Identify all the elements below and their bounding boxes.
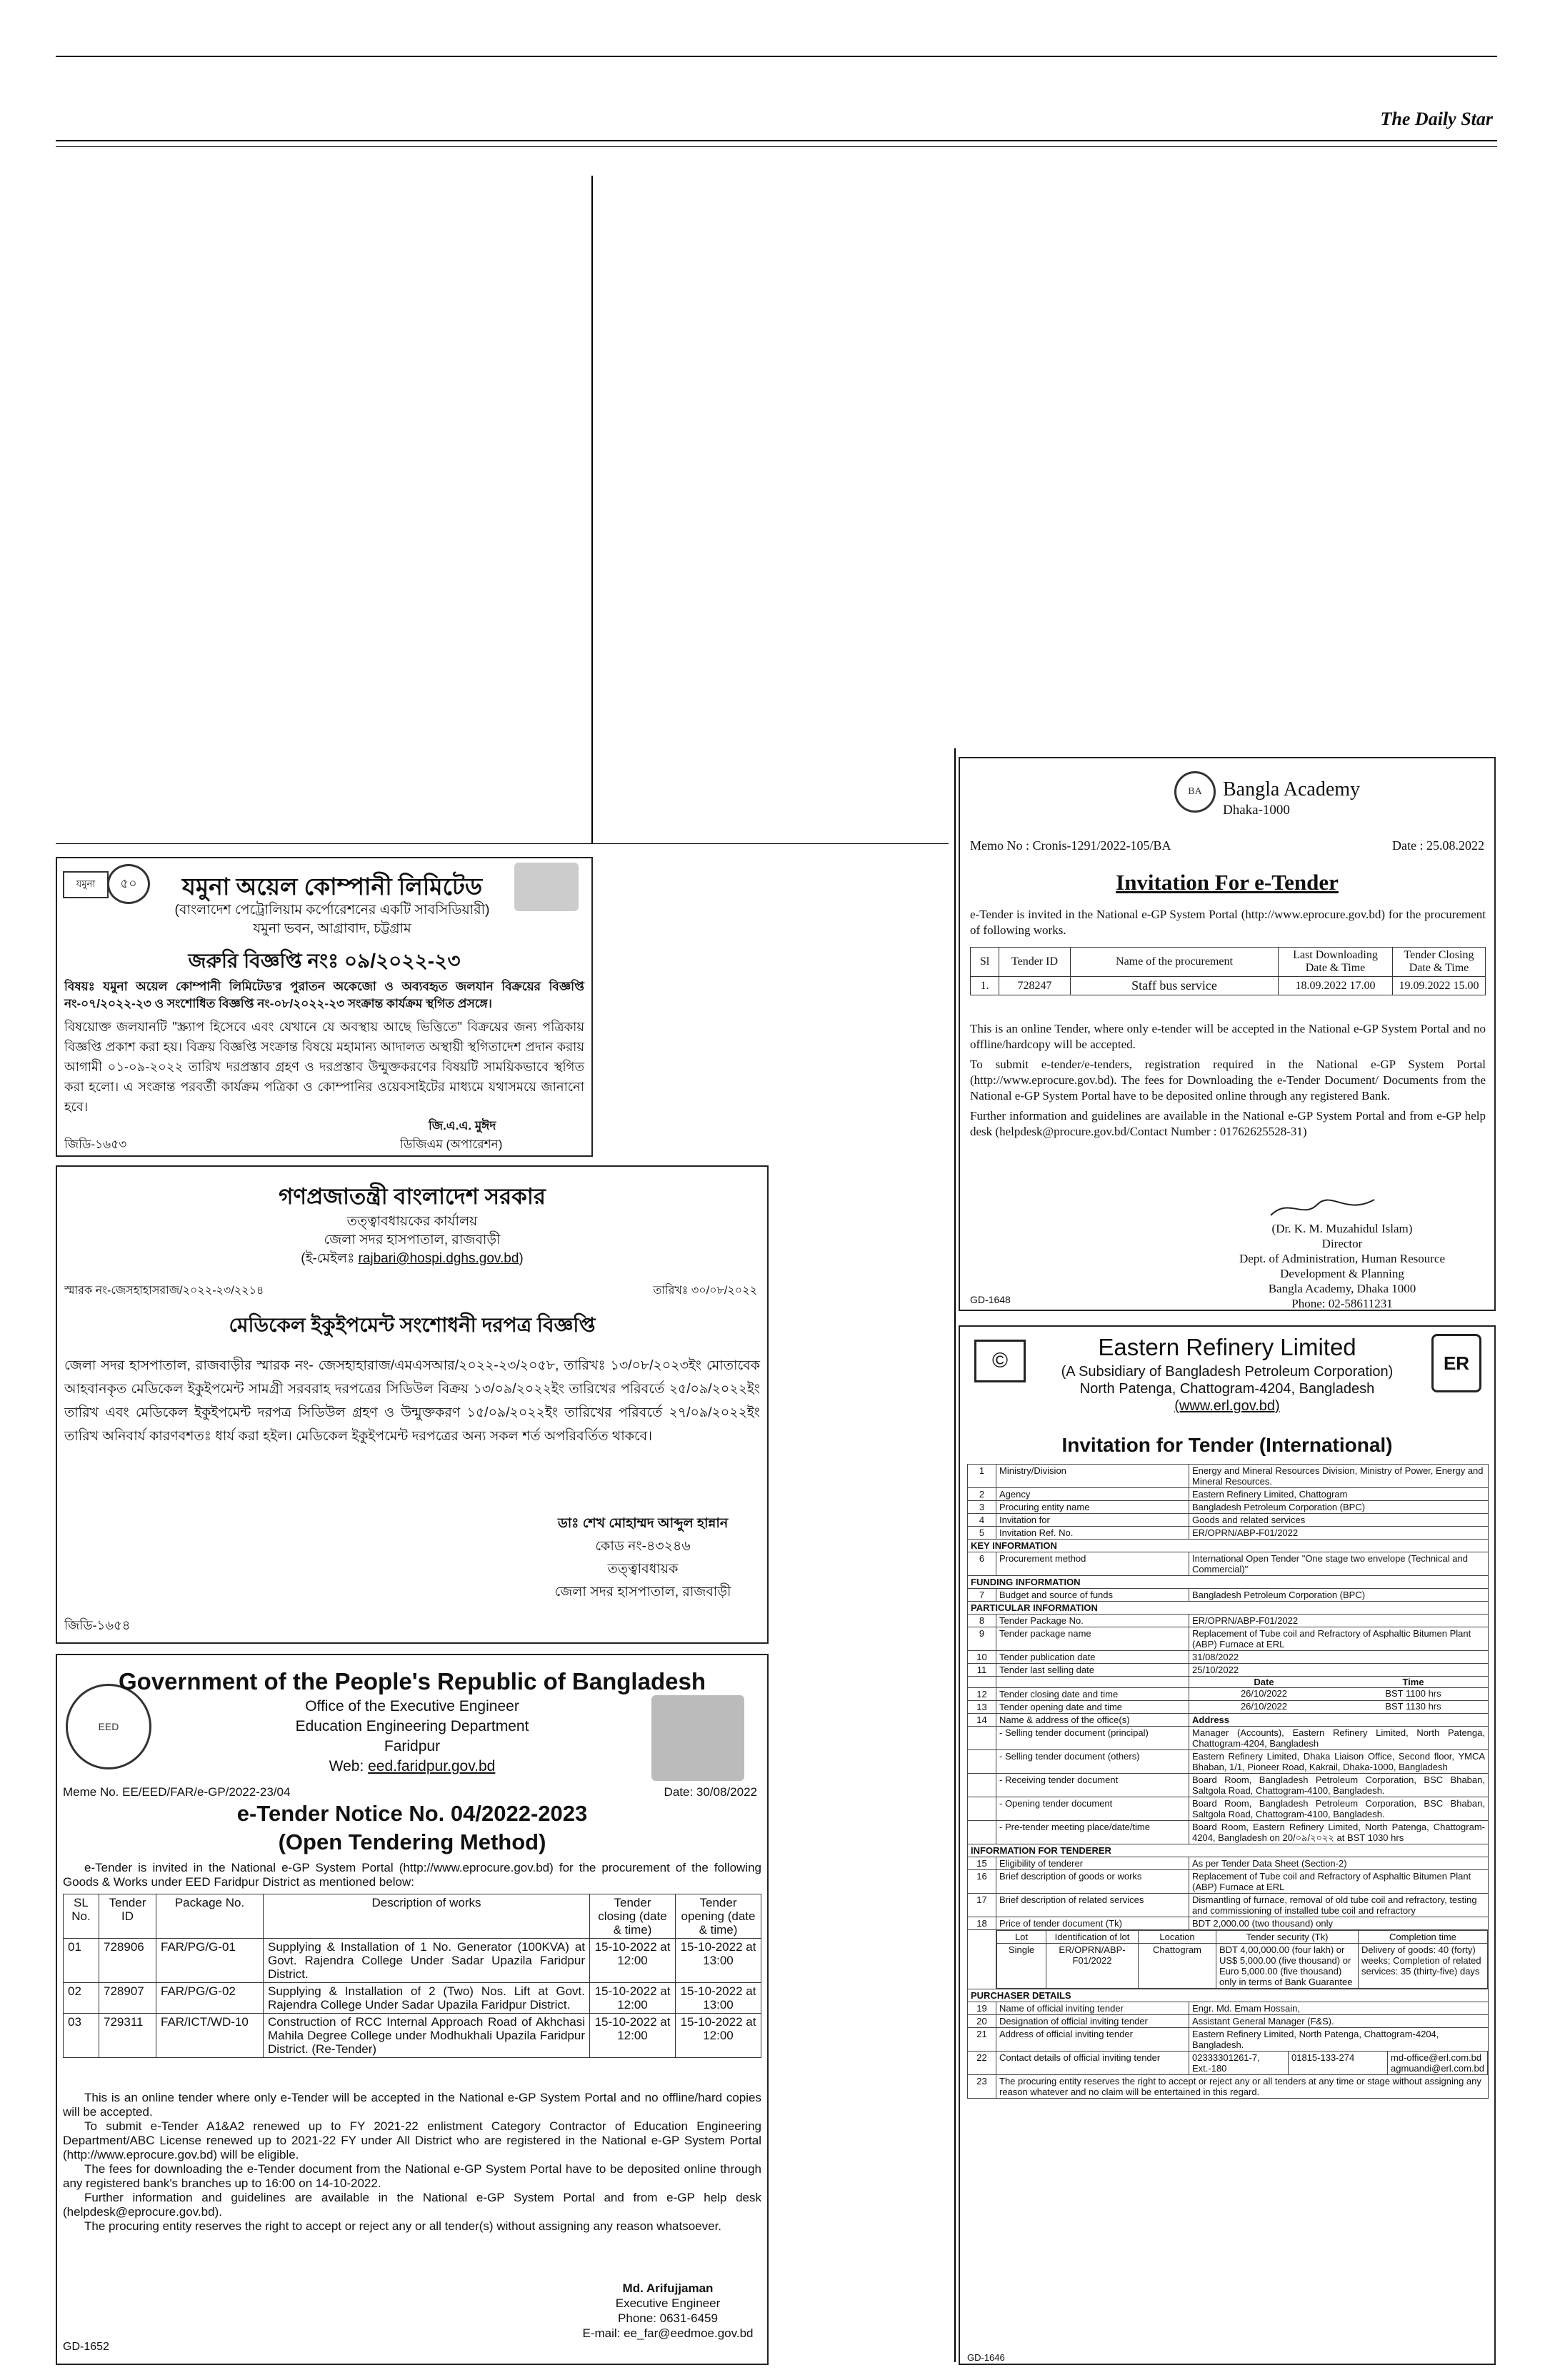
erl-address: North Patenga, Chattogram-4204, Bangladesh: [1079, 1381, 1375, 1397]
cell: Bangladesh Petroleum Corporation (BPC): [1189, 1501, 1489, 1514]
edu-tender-table: [63, 1894, 761, 2058]
cell: Bangladesh Petroleum Corporation (BPC): [1189, 1589, 1489, 1602]
cell: Agency: [996, 1488, 1189, 1501]
cell: 12: [968, 1688, 996, 1701]
edu-signer: Md. Arifujjaman: [622, 2281, 714, 2295]
cell: [968, 1727, 996, 1750]
yamuna-gd: জিডি-১৬৫৩: [64, 1138, 127, 1151]
edu-line2: Education Engineering Department: [295, 1718, 529, 1734]
cell: The procuring entity reserves the right to accept or reject any or all tenders at any time or stage without assigning any reason whatever and no claim will be entertained in this regard.: [996, 2075, 1489, 2099]
col-header: Completion time: [1359, 1931, 1488, 1944]
edu-line1: Office of the Executive Engineer: [305, 1698, 519, 1714]
cell: Supplying & Installation of 1 No. Generator (100KVA) at Govt. Rajendra College Under Sadar Upazila Faridpur District.: [264, 1939, 590, 1983]
cell: PURCHASER DETAILS: [968, 1989, 1489, 2002]
cell: Budget and source of funds: [996, 1589, 1189, 1602]
rajbari-email-line: (ই-মেইলঃ rajbari@hospi.dghs.gov.bd): [301, 1251, 524, 1266]
rajbari-title: গণপ্রজাতন্ত্রী বাংলাদেশ সরকার: [279, 1184, 546, 1209]
col-header: Date: [1254, 1677, 1274, 1687]
yamuna-signer-title: ডিজিএম (অপারেশন): [400, 1138, 503, 1151]
cell: [1189, 1677, 1489, 1688]
erl-logo-icon: ER: [1431, 1334, 1481, 1392]
rajbari-signature-block: [521, 1512, 764, 1604]
cell: Manager (Accounts), Eastern Refinery Limited, North Patenga, Chattogram-4204, Bangladesh: [1189, 1727, 1489, 1750]
cell: 22: [968, 2052, 996, 2075]
cell: 18: [968, 1917, 996, 1930]
section-row: [968, 1989, 1489, 2002]
yamuna-title: যমুনা অয়েল কোম্পানী লিমিটেড: [181, 873, 483, 900]
cell: [996, 1930, 1489, 1989]
edu-phone: Phone: 0631-6459: [618, 2311, 718, 2325]
cell: Contact details of official inviting tender: [996, 2052, 1189, 2075]
ba-p1: This is an online Tender, where only e-tender will be accepted in the National e-GP System Portal and no offline/hardcopy will be accepted.: [970, 1022, 1486, 1051]
table-row: [968, 1750, 1489, 1774]
cell: Engr. Md. Emam Hossain,: [1189, 2002, 1489, 2015]
edu-paragraphs: [63, 2091, 761, 2234]
cell: FAR/PG/G-02: [156, 1983, 264, 2014]
cell: 19.09.2022 15.00: [1393, 977, 1486, 995]
cell: ER/OPRN/ABP-F01/2022: [1189, 1527, 1489, 1540]
ba-sig-line: Development & Planning: [1280, 1267, 1404, 1280]
cell: 18.09.2022 17.00: [1279, 977, 1393, 995]
cell: 02: [64, 1983, 99, 2014]
cell: PARTICULAR INFORMATION: [968, 1602, 1489, 1615]
table-row: [968, 2075, 1489, 2099]
bangla-academy-ad: [959, 757, 1496, 1311]
edu-ad: [56, 1654, 769, 2365]
cell: 15-10-2022 at 12:00: [590, 2014, 676, 2058]
col-header: Last Downloading Date & Time: [1279, 948, 1393, 977]
edu-web-link[interactable]: eed.faridpur.gov.bd: [368, 1758, 496, 1774]
cell: Staff bus service: [1071, 977, 1279, 995]
cell: ER/OPRN/ABP-F01/2022: [1046, 1944, 1139, 1989]
cell: 14: [968, 1714, 996, 1727]
cell: 01: [64, 1939, 99, 1983]
cell: [968, 1821, 996, 1844]
column-divider: [591, 176, 593, 843]
cell: 15-10-2022 at 12:00: [676, 2014, 761, 2058]
cell: 9: [968, 1627, 996, 1651]
cell: - Opening tender document: [996, 1797, 1189, 1821]
cell: 15-10-2022 at 12:00: [590, 1939, 676, 1983]
edu-signer-title: Executive Engineer: [615, 2296, 721, 2310]
col-header: Description of works: [264, 1894, 590, 1939]
table-row: [968, 1797, 1489, 1821]
cell-value: BST 1130 hrs: [1385, 1701, 1441, 1712]
table-row: [968, 1774, 1489, 1797]
cell: [996, 1677, 1189, 1688]
edu-p4: Further information and guidelines are available in the National e-GP System Portal and from e-GP help desk (helpdesk@eprocure.gov.bd).: [63, 2191, 761, 2219]
masthead-rule: [56, 140, 1497, 141]
edu-method: (Open Tendering Method): [278, 1829, 546, 1854]
col-header: Tender Closing Date & Time: [1393, 948, 1486, 977]
edu-notice-no: e-Tender Notice No. 04/2022-2023: [236, 1801, 588, 1826]
cell: Replacement of Tube coil and Refractory of Asphaltic Bitumen Plant (ABP) Furnace at ERL: [1189, 1870, 1489, 1894]
col-header: Lot: [997, 1931, 1046, 1944]
table-row: [968, 1615, 1489, 1627]
yamuna-body: বিষয়োক্ত জলযানটি "স্ক্র্যাপ হিসেবে এবং যেখানে যে অবস্থায় আছে ভিত্তিতে" বিক্রয়ের জন্য পত্রিকায় বিজ্ঞপ্তি প্রকাশ করা হয়। বিক্রয় বিজ্ঞপ্তি সংক্রান্ত বিষয়ে মহামান্য আদালত অস্থায়ী স্থগিতাদেশ প্রদান করায় আগামী ০১-০৯-২০২২ তারিখ দরপ্রস্তাব গ্রহণ ও দরপ্রস্তাব উন্মুক্তকরণের বিষয়টি সাময়িকভাবে স্থগিত করা হলো। এ সংক্রান্ত পরবর্তী কার্যক্রম পত্রিকা ও কোম্পানির ওয়েবসাইটের মাধ্যমে যথাসময়ে জানানো হবে।: [64, 1020, 584, 1114]
cell: Tender Package No.: [996, 1615, 1189, 1627]
top-rule: [56, 56, 1497, 57]
table-row: [968, 1714, 1489, 1727]
cell: Board Room, Eastern Refinery Limited, North Patenga, Chattogram-4204, Bangladesh on 20/০৯/২০২২ at BST 1030 hrs: [1189, 1821, 1489, 1844]
col-header: Tender ID: [99, 1894, 156, 1939]
cell: 728907: [99, 1983, 156, 2014]
ba-memo: Memo No : Cronis-1291/2022-105/BA: [970, 838, 1171, 853]
cell: Board Room, Bangladesh Petroleum Corporation, BSC Bhaban, Saltgola Road, Chattogram-4100, Bangladesh.: [1189, 1774, 1489, 1797]
cell: 16: [968, 1870, 996, 1894]
cell: Address: [1189, 1714, 1489, 1727]
table-row: [64, 1983, 761, 2014]
cell: 17: [968, 1894, 996, 1917]
cell: [968, 1677, 996, 1688]
edu-email: E-mail: ee_far@eedmoe.gov.bd: [582, 2326, 754, 2340]
edu-p2: To submit e-Tender A1&A2 renewed up to FY 2021-22 enlistment Category Contractor of Education Engineering Department/ABC License renewed up to 2021-22 FY under All District who are registered in the National e-GP System Portal (http://www.eprocure.gov.bd) will be eligible.: [63, 2119, 761, 2161]
erl-web-link[interactable]: (www.erl.gov.bd): [1174, 1398, 1280, 1414]
cell: 15-10-2022 at 13:00: [676, 1939, 761, 1983]
cell: 1.: [971, 977, 999, 995]
cell: ER/OPRN/ABP-F01/2022: [1189, 1615, 1489, 1627]
cell: Invitation for: [996, 1514, 1189, 1527]
yamuna-logo: যমুনা: [63, 871, 109, 898]
cell: Supplying & Installation of 2 (Two) Nos. Lift at Govt. Rajendra College Under Sadar Upazila Faridpur District.: [264, 1983, 590, 2014]
table-row: [968, 1651, 1489, 1664]
erl-table-wrap: [967, 1464, 1489, 2099]
table-row: [968, 1527, 1489, 1540]
table-row: [968, 1514, 1489, 1527]
cell-value: 26/10/2022: [1240, 1688, 1288, 1699]
rajbari-signer-office: জেলা সদর হাসপাতাল, রাজবাড়ী: [554, 1585, 731, 1600]
col-header: Tender ID: [999, 948, 1071, 977]
portrait-image: [514, 863, 579, 911]
ba-table-wrap: [970, 947, 1486, 995]
cell: Eligibility of tenderer: [996, 1857, 1189, 1870]
col-header: Tender opening (date & time): [676, 1894, 761, 1939]
ba-paragraphs: [970, 1021, 1486, 1140]
cell: 7: [968, 1589, 996, 1602]
col-header: SL No.: [64, 1894, 99, 1939]
table-header-row: [971, 948, 1486, 977]
cell: FUNDING INFORMATION: [968, 1576, 1489, 1589]
cell: 729311: [99, 2014, 156, 2058]
ba-sig-line: Phone: 02-58611231: [1291, 1297, 1393, 1310]
cell: 10: [968, 1651, 996, 1664]
cell: Construction of RCC Internal Approach Road of Akhchasi Mahila Degree College under Modhukhali Upazila Faridpur District. (Re-Tender): [264, 2014, 590, 2058]
bangla-academy-seal-icon: BA: [1174, 771, 1216, 813]
cell: 728906: [99, 1939, 156, 1983]
table-row: [968, 1930, 1489, 1989]
erl-sub: (A Subsidiary of Bangladesh Petroleum Corporation): [1061, 1364, 1394, 1380]
cell: - Selling tender document (others): [996, 1750, 1189, 1774]
cell: 6: [968, 1552, 996, 1576]
cell: 19: [968, 2002, 996, 2015]
cell: Delivery of goods: 40 (forty) weeks; Completion of related services: 35 (thirty-five) days: [1359, 1944, 1488, 1989]
table-row: [968, 1894, 1489, 1917]
rajbari-date: তারিখঃ ৩০/০৮/২০২২: [653, 1285, 757, 1297]
ba-tender-table: [970, 947, 1486, 995]
cell: [968, 1797, 996, 1821]
edu-p1: This is an online tender where only e-Tender will be accepted in the National e-GP System Portal and no offline/hard copies will be accepted.: [63, 2091, 761, 2119]
ba-name: Bangla Academy: [1223, 778, 1361, 800]
cell: 15: [968, 1857, 996, 1870]
cell: Tender package name: [996, 1627, 1189, 1651]
section-row: [968, 1540, 1489, 1552]
cell: 03: [64, 2014, 99, 2058]
yamuna-ad: [56, 857, 593, 1157]
ba-signature-block: [1196, 1221, 1489, 1311]
ba-gd: GD-1648: [970, 1294, 1011, 1305]
cell: Price of tender document (Tk): [996, 1917, 1189, 1930]
section-row: [968, 1844, 1489, 1857]
erl-web: [960, 1398, 1494, 1415]
col-header: Location: [1139, 1931, 1216, 1944]
yamuna-subject: বিষয়ঃ যমুনা অয়েল কোম্পানী লিমিটেড'র পুরাতন অকেজো ও অব্যবহৃত জলযান বিক্রয়ের বিজ্ঞপ্তি নং-০৭/২০২২-২৩ ও সংশোধিত বিজ্ঞপ্তি নং-০৮/২০২২-২৩ সংক্রান্ত কার্যক্রম স্থগিত প্রসঙ্গে।: [64, 980, 584, 1010]
table-row: [968, 1552, 1489, 1576]
cell: 21: [968, 2028, 996, 2052]
ba-sig-line: Dept. of Administration, Human Resource: [1239, 1252, 1445, 1265]
edu-signature-block: [571, 2281, 764, 2341]
edu-intro: e-Tender is invited in the National e-GP System Portal (http://www.eprocure.gov.bd) for the procurement of the following Goods & Works under EED Faridpur District as mentioned below:: [63, 1861, 761, 1889]
cell: Single: [997, 1944, 1046, 1989]
ba-intro: e-Tender is invited in the National e-GP System Portal (http://www.eprocure.gov.bd) for the procurement of following works.: [970, 908, 1486, 937]
cell: Name of official inviting tender: [996, 2002, 1189, 2015]
cell: International Open Tender "One stage two envelope (Technical and Commercial)": [1189, 1552, 1489, 1576]
table-row: [968, 2028, 1489, 2052]
col-header: Tender security (Tk): [1216, 1931, 1359, 1944]
cell: [1189, 1701, 1489, 1714]
table-row: [968, 1664, 1489, 1677]
edu-table-wrap: [63, 1894, 761, 2058]
edu-title: Government of the People's Republic of Bangladesh: [119, 1668, 706, 1694]
bpc-logo-icon: ©: [974, 1340, 1026, 1382]
col-header: Package No.: [156, 1894, 264, 1939]
cell: Designation of official inviting tender: [996, 2015, 1189, 2028]
cell: Chattogram: [1139, 1944, 1216, 1989]
table-row: [968, 1627, 1489, 1651]
ad-top-rule: [56, 843, 949, 844]
cell: BDT 2,000.00 (two thousand) only: [1189, 1917, 1489, 1930]
cell: - Pre-tender meeting place/date/time: [996, 1821, 1189, 1844]
ba-heading: Invitation For e-Tender: [1116, 870, 1339, 895]
cell: 11: [968, 1664, 996, 1677]
erl-heading: Invitation for Tender (International): [1061, 1434, 1393, 1456]
cell: Invitation Ref. No.: [996, 1527, 1189, 1540]
cell: Assistant General Manager (F&S).: [1189, 2015, 1489, 2028]
cell: - Selling tender document (principal): [996, 1727, 1189, 1750]
rajbari-sub1: তত্ত্বাবধায়কের কার্যালয়: [346, 1214, 478, 1229]
edu-line3: Faridpur: [384, 1738, 441, 1754]
cell: Goods and related services: [1189, 1514, 1489, 1527]
table-row: [968, 1821, 1489, 1844]
cell: FAR/ICT/WD-10: [156, 2014, 264, 2058]
rajbari-signer-title: তত্ত্বাবধায়ক: [607, 1562, 679, 1577]
contact-value: md-office@erl.com.bd agmuandi@erl.com.bd: [1388, 2052, 1488, 2074]
masthead-title: The Daily Star: [1380, 109, 1493, 129]
rajbari-email-link[interactable]: rajbari@hospi.dghs.gov.bd: [358, 1251, 519, 1266]
table-row: [968, 1727, 1489, 1750]
cell: Tender opening date and time: [996, 1701, 1189, 1714]
edu-p3: The fees for downloading the e-Tender document from the National e-GP System Portal have to be deposited online through any registered bank's branches up to 16:00 on 14-10-2022.: [63, 2162, 761, 2190]
table-row: [968, 1870, 1489, 1894]
edu-gd: GD-1652: [63, 2341, 109, 2353]
cell: 2: [968, 1488, 996, 1501]
ba-p3: Further information and guidelines are available in the National e-GP System Portal and from e-GP help desk (helpdesk@procure.gov.bd/Contact Number : 01762625528-31): [970, 1109, 1486, 1138]
col-header: Identification of lot: [1046, 1931, 1139, 1944]
rajbari-code: কোড নং-৪৩২৪৬: [595, 1539, 691, 1554]
cell: 1: [968, 1465, 996, 1488]
cell: Procurement method: [996, 1552, 1189, 1576]
col-header: Time: [1402, 1677, 1424, 1687]
cell: Procuring entity name: [996, 1501, 1189, 1514]
table-header-row: [64, 1894, 761, 1939]
edu-memo: Meme No. EE/EED/FAR/e-GP/2022-23/04: [63, 1785, 291, 1799]
ba-city: Dhaka-1000: [1223, 803, 1290, 818]
cell: Brief description of goods or works: [996, 1870, 1189, 1894]
edu-date: Date: 30/08/2022: [664, 1785, 757, 1799]
cell: Board Room, Bangladesh Petroleum Corporation, BSC Bhaban, Saltgola Road, Chattogram-4100, Bangladesh.: [1189, 1797, 1489, 1821]
cell: Ministry/Division: [996, 1465, 1189, 1488]
table-row: [968, 1688, 1489, 1701]
cell: FAR/PG/G-01: [156, 1939, 264, 1983]
cell: Eastern Refinery Limited, Dhaka Liaison Office, Second floor, YMCA Bhaban, 1/1, Pioneer Road, Kakrail, Dhaka-1000, Bangladesh: [1189, 1750, 1489, 1774]
section-row: [968, 1576, 1489, 1589]
ba-signer: (Dr. K. M. Muzahidul Islam): [1271, 1222, 1413, 1235]
table-row: [971, 977, 1486, 995]
rajbari-memo: স্মারক নং-জেসহাহাসরাজ/২০২২-২৩/২২১৪: [64, 1285, 264, 1297]
cell: BDT 4,00,000.00 (four lakh) or US$ 5,000.00 (five thousand) or Euro 5,000.00 (five thousand) only in terms of Bank Guarantee: [1216, 1944, 1359, 1989]
cell: - Receiving tender document: [996, 1774, 1189, 1797]
rajbari-signer: ডাঃ শেখ মোহাম্মদ আব্দুল হান্নান: [557, 1516, 729, 1531]
erl-tender-table: [967, 1464, 1489, 2099]
rajbari-ad: [56, 1165, 769, 1644]
erl-gd: GD-1646: [967, 2352, 1005, 2363]
cell: [1189, 2052, 1489, 2075]
ba-date: Date : 25.08.2022: [1392, 838, 1484, 853]
table-row: [968, 1589, 1489, 1602]
rajbari-body: জেলা সদর হাসপাতাল, রাজবাড়ীর স্মারক নং- জেসহাহারাজ/এমএসআর/২০২২-২৩/২০৫৮, তারিখঃ ১৩/০৮/২০২৩ইং মোতাবেক আহবানকৃত মেডিকেল ইকুইপমেন্ট সামগ্রী সরবরাহ দরপত্রের সিডিউল বিক্রয় ১৩/০৯/২০২২ইং তারিখের পরিবর্তে ২৫/০৯/২০২২ইং তারিখ এবং মেডিকেল ইকুইপমেন্ট দরপত্র সিডিউল গ্রহণ ও উন্মুক্তকরণ ১৫/০৯/২০২২ইং তারিখের পরিবর্তে ২৭/০৯/২০২২ইং তারিখ অনিবার্য কারণবশতঃ ধার্য করা হইল। মেডিকেল ইকুইপমেন্ট দরপত্রের অন্য সকল শর্ত অপরিবর্তিত থাকবে।: [64, 1358, 760, 1444]
cell: 4: [968, 1514, 996, 1527]
table-row: [968, 1501, 1489, 1514]
ba-sig-line: Director: [1321, 1237, 1363, 1250]
ba-p2: To submit e-tender/e-tenders, registration required in the National e-GP System Portal (http://www.eprocure.gov.bd). The fees for Downloading the e-Tender Document/ Documents from the National e-GP System Portal have to be deposited online through any registered Bank.: [970, 1058, 1486, 1103]
rajbari-sub2: জেলা সদর হাসপাতাল, রাজবাড়ী: [324, 1232, 501, 1247]
cell: Address of official inviting tender: [996, 2028, 1189, 2052]
cell: 31/08/2022: [1189, 1651, 1489, 1664]
cell: Dismantling of furnace, removal of old tube coil and refractory, testing and commissioning of installed tube coil and refractory: [1189, 1894, 1489, 1917]
table-header-row: [997, 1931, 1488, 1944]
edu-web-line: Web: eed.faridpur.gov.bd: [329, 1758, 496, 1774]
yamuna-notice-no: জরুরি বিজ্ঞপ্তি নংঃ ০৯/২০২২-২৩: [188, 950, 461, 972]
cell: 728247: [999, 977, 1071, 995]
cell: [1189, 1688, 1489, 1701]
cell: Name & address of the office(s): [996, 1714, 1189, 1727]
cell: Tender publication date: [996, 1651, 1189, 1664]
masthead-rule-thin: [56, 146, 1497, 147]
yamuna-signer: জি.এ.এ. মুঈদ: [429, 1119, 496, 1133]
cell-value: BST 1100 hrs: [1385, 1688, 1441, 1699]
table-row: [968, 1701, 1489, 1714]
ba-sig-line: Bangla Academy, Dhaka 1000: [1268, 1282, 1416, 1295]
cell: 13: [968, 1701, 996, 1714]
cell: Eastern Refinery Limited, North Patenga, Chattogram-4204, Bangladesh.: [1189, 2028, 1489, 2052]
cell: Tender last selling date: [996, 1664, 1189, 1677]
cell: 23: [968, 2075, 996, 2099]
cell: 8: [968, 1615, 996, 1627]
rajbari-heading: মেডিকেল ইকুইপমেন্ট সংশোধনী দরপত্র বিজ্ঞপ্তি: [229, 1314, 596, 1336]
cell: 20: [968, 2015, 996, 2028]
col-header: Name of the procurement: [1071, 948, 1279, 977]
cell: [968, 1774, 996, 1797]
column-divider-right: [954, 748, 956, 2362]
table-row: [968, 1465, 1489, 1488]
government-seal-icon: EED: [66, 1684, 151, 1769]
yamuna-sub1: (বাংলাদেশ পেট্রোলিয়াম কর্পোরেশনের একটি সাবসিডিয়ারী): [174, 903, 490, 918]
table-row: [968, 2052, 1489, 2075]
table-header-row: [968, 1677, 1489, 1688]
section-row: [968, 1602, 1489, 1615]
cell: 15-10-2022 at 12:00: [590, 1983, 676, 2014]
table-row: [968, 2002, 1489, 2015]
cell: INFORMATION FOR TENDERER: [968, 1844, 1489, 1857]
cell: 3: [968, 1501, 996, 1514]
table-row: [997, 1944, 1488, 1989]
cell: Energy and Mineral Resources Division, Ministry of Power, Energy and Mineral Resources.: [1189, 1465, 1489, 1488]
signature-icon: [1267, 1194, 1381, 1222]
cell: KEY INFORMATION: [968, 1540, 1489, 1552]
cell: Tender closing date and time: [996, 1688, 1189, 1701]
erl-ad: [959, 1325, 1496, 2365]
table-row: [968, 1917, 1489, 1930]
col-header: Sl: [971, 948, 999, 977]
erl-name: Eastern Refinery Limited: [1098, 1334, 1356, 1360]
cell: 15-10-2022 at 13:00: [676, 1983, 761, 2014]
table-row: [64, 1939, 761, 1983]
anniversary-emblem-icon: ৫০: [107, 864, 150, 904]
table-row: [64, 2014, 761, 2058]
col-header: Tender closing (date & time): [590, 1894, 676, 1939]
rajbari-gd: জিডি-১৬৫৪: [64, 1618, 131, 1632]
cell: [968, 1750, 996, 1774]
cell: [968, 1930, 996, 1989]
contact-value: 02333301261-7, Ext.-180: [1189, 2052, 1289, 2074]
table-row: [968, 1857, 1489, 1870]
table-row: [968, 2015, 1489, 2028]
cell: Eastern Refinery Limited, Chattogram: [1189, 1488, 1489, 1501]
cell-value: 26/10/2022: [1240, 1701, 1288, 1712]
cell: 5: [968, 1527, 996, 1540]
contact-value: 01815-133-274: [1289, 2052, 1388, 2074]
yamuna-sub2: যমুনা ভবন, আগ্রাবাদ, চট্টগ্রাম: [253, 921, 411, 936]
cell: Replacement of Tube coil and Refractory of Asphaltic Bitumen Plant (ABP) Furnace at ERL: [1189, 1627, 1489, 1651]
table-row: [968, 1488, 1489, 1501]
lot-table: [996, 1930, 1488, 1989]
cell: As per Tender Data Sheet (Section-2): [1189, 1857, 1489, 1870]
edu-p5: The procuring entity reserves the right to accept or reject any or all tender(s) without assigning any reason whatsoever.: [84, 2219, 722, 2233]
cell: 25/10/2022: [1189, 1664, 1489, 1677]
cell: Brief description of related services: [996, 1894, 1189, 1917]
